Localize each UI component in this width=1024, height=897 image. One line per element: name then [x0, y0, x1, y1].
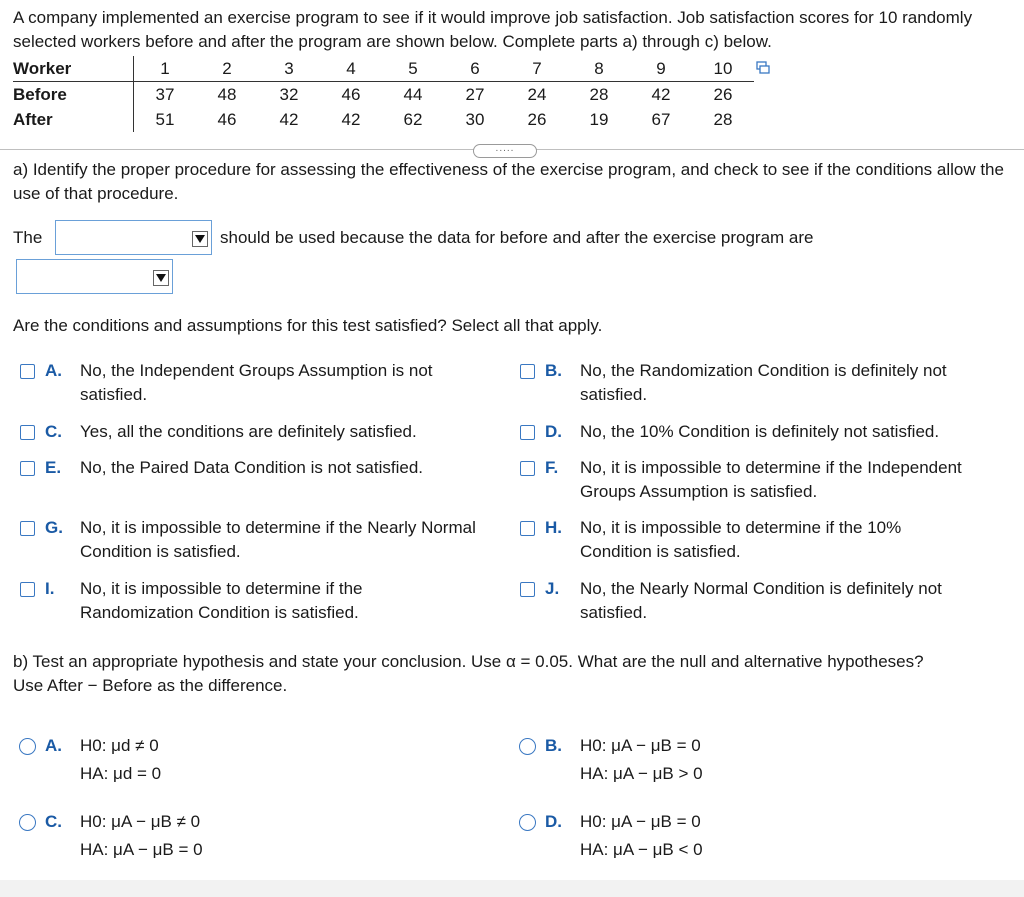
table-row — [13, 107, 754, 132]
radio-a[interactable] — [19, 738, 36, 755]
table-cell: 28 — [589, 84, 609, 104]
table-cell: 37 — [155, 84, 175, 104]
option-text: No, it is impossible to determine if the Randomization Condition is satisfied. — [80, 579, 363, 622]
option-letter: A. — [45, 736, 62, 755]
data-table — [13, 56, 754, 132]
option-text: No, the Randomization Condition is definitely not satisfied. — [580, 361, 947, 404]
radio-d[interactable] — [519, 814, 536, 831]
option-letter: D. — [545, 812, 562, 831]
table-cell: 2 — [196, 56, 258, 82]
option-letter: E. — [45, 458, 62, 477]
option-text: No, the 10% Condition is definitely not satisfied. — [580, 422, 940, 441]
hypothesis-alt: HA: μA − μB < 0 — [580, 840, 703, 859]
option-text: No, the Nearly Normal Condition is definitely not satisfied. — [580, 579, 942, 622]
problem-intro: A company implemented an exercise program to see if it would improve job satisfaction. Job satisfaction scores for 10 randomly selected workers before and after the program are shown below. Complete parts a) through c) below. — [13, 8, 973, 51]
table-cell: 1 — [134, 56, 197, 82]
checkbox-h[interactable] — [520, 521, 535, 536]
checkbox-e[interactable] — [20, 461, 35, 476]
hypothesis-null: H0: μA − μB = 0 — [580, 812, 701, 831]
hypothesis-alt: HA: μd = 0 — [80, 764, 162, 783]
option-letter: B. — [545, 736, 562, 755]
procedure-dropdown[interactable] — [55, 220, 212, 255]
radio-c[interactable] — [19, 814, 36, 831]
part-a-suffix: should be used because the data for before and after the exercise program are — [220, 228, 814, 247]
table-cell: 48 — [217, 84, 237, 104]
table-cell: 46 — [217, 109, 237, 129]
footer-bar — [0, 880, 1024, 897]
checkbox-f[interactable] — [520, 461, 535, 476]
hypothesis-null: H0: μA − μB ≠ 0 — [80, 812, 201, 831]
part-a-prefix: The — [13, 228, 43, 247]
table-cell: 42 — [279, 109, 299, 129]
table-cell: 51 — [155, 109, 175, 129]
table-cell: 24 — [527, 84, 547, 104]
table-cell: 26 — [713, 84, 733, 104]
table-row — [13, 82, 754, 108]
table-cell: 27 — [465, 84, 485, 104]
option-letter: B. — [545, 361, 562, 380]
option-letter: F. — [545, 458, 559, 477]
hypothesis-alt: HA: μA − μB = 0 — [80, 840, 203, 859]
table-cell: 28 — [713, 109, 733, 129]
conditions-question: Are the conditions and assumptions for this test satisfied? Select all that apply. — [13, 316, 603, 335]
expand-button[interactable]: ..... — [473, 144, 537, 158]
table-cell: 5 — [382, 56, 444, 82]
table-cell: 6 — [444, 56, 506, 82]
chevron-down-icon — [153, 270, 169, 286]
table-cell: 44 — [403, 84, 423, 104]
table-cell: 9 — [630, 56, 692, 82]
row-header: After — [13, 107, 134, 132]
option-text: Yes, all the conditions are definitely satisfied. — [80, 422, 417, 441]
part-a-question: a) Identify the proper procedure for assessing the effectiveness of the exercise program, and check to see if the conditions allow the use of that procedure. — [13, 160, 1004, 203]
table-cell: 42 — [341, 109, 361, 129]
table-cell: 7 — [506, 56, 568, 82]
option-letter: G. — [45, 518, 63, 537]
table-cell: 62 — [403, 109, 423, 129]
option-text: No, it is impossible to determine if the 10% Condition is satisfied. — [580, 518, 902, 561]
part-b-question: b) Test an appropriate hypothesis and state your conclusion. Use α = 0.05. What are the null and alternative hypotheses? Use After − Before as the difference. — [13, 652, 924, 695]
data-type-dropdown[interactable] — [16, 259, 173, 294]
option-letter: H. — [545, 518, 562, 537]
table-cell: 32 — [279, 84, 299, 104]
table-row — [13, 56, 754, 82]
table-cell: 8 — [568, 56, 630, 82]
table-cell: 19 — [589, 109, 609, 129]
hypothesis-alt: HA: μA − μB > 0 — [580, 764, 703, 783]
option-text: No, it is impossible to determine if the Independent Groups Assumption is satisfied. — [580, 458, 962, 501]
row-header: Before — [13, 82, 134, 108]
table-cell: 4 — [320, 56, 382, 82]
table-cell: 26 — [527, 109, 547, 129]
option-letter: D. — [545, 422, 562, 441]
hypothesis-null: H0: μA − μB = 0 — [580, 736, 701, 755]
option-text: No, the Paired Data Condition is not satisfied. — [80, 458, 424, 477]
option-text: No, it is impossible to determine if the Nearly Normal Condition is satisfied. — [80, 518, 476, 561]
table-cell: 67 — [651, 109, 671, 129]
chevron-down-icon — [192, 231, 208, 247]
copy-icon[interactable] — [756, 61, 770, 75]
table-cell: 3 — [258, 56, 320, 82]
row-header: Worker — [13, 56, 134, 82]
checkbox-c[interactable] — [20, 425, 35, 440]
checkbox-d[interactable] — [520, 425, 535, 440]
option-letter: C. — [45, 422, 62, 441]
hypothesis-null: H0: μd ≠ 0 — [80, 736, 159, 755]
option-letter: J. — [545, 579, 560, 598]
table-cell: 10 — [692, 56, 754, 82]
option-text: No, the Independent Groups Assumption is not satisfied. — [80, 361, 433, 404]
option-letter: I. — [45, 579, 55, 598]
checkbox-a[interactable] — [20, 364, 35, 379]
table-cell: 30 — [465, 109, 485, 129]
checkbox-i[interactable] — [20, 582, 35, 597]
table-cell: 46 — [341, 84, 361, 104]
checkbox-j[interactable] — [520, 582, 535, 597]
table-cell: 42 — [651, 84, 671, 104]
checkbox-b[interactable] — [520, 364, 535, 379]
radio-b[interactable] — [519, 738, 536, 755]
checkbox-g[interactable] — [20, 521, 35, 536]
option-letter: A. — [45, 361, 62, 380]
option-letter: C. — [45, 812, 62, 831]
